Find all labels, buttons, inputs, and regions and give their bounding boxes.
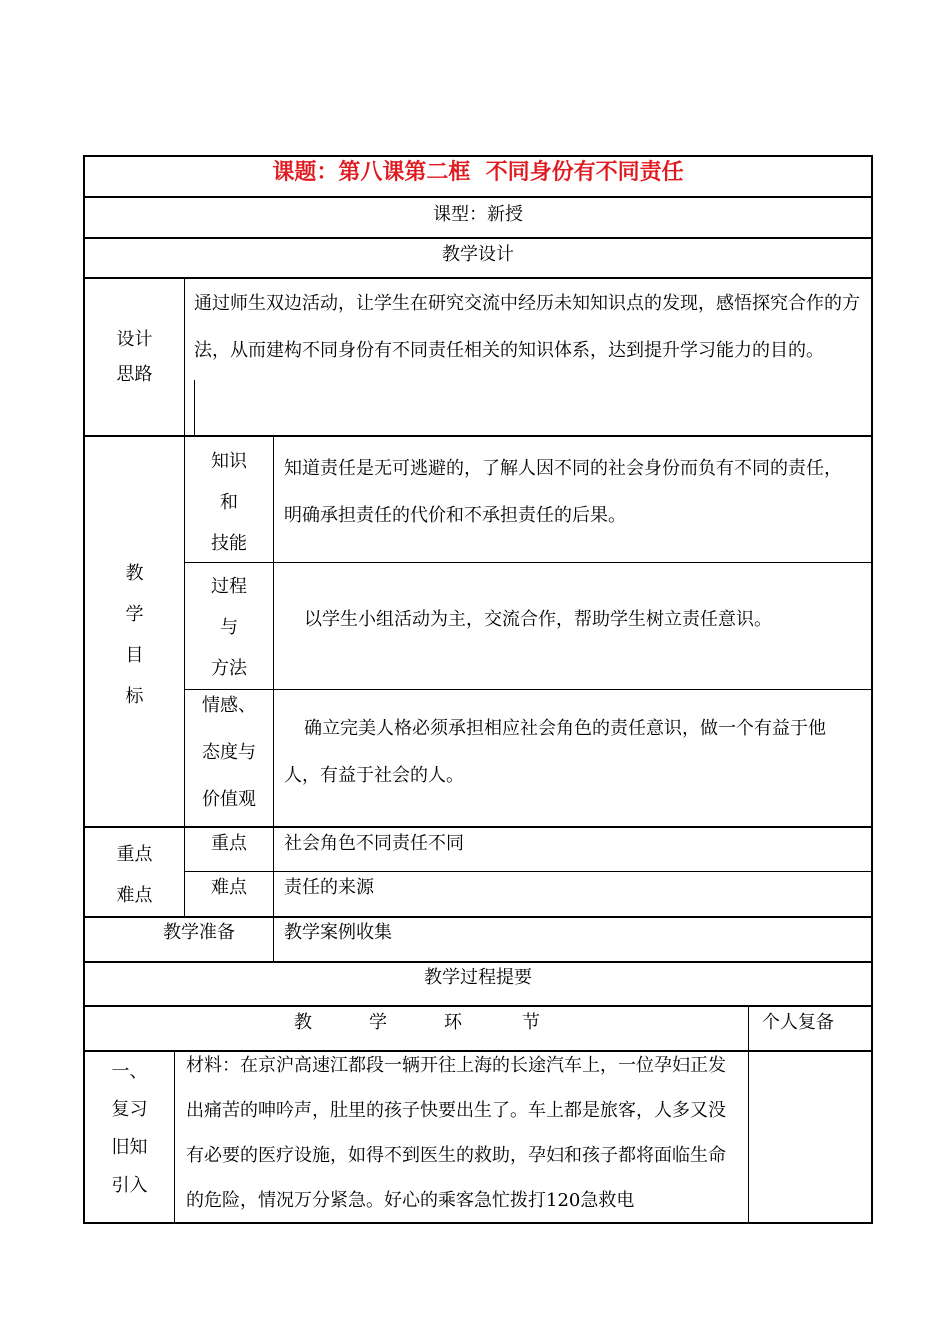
goal-attitude-label: 情感、 态度与 价值观 (202, 695, 256, 810)
goal-process-label: 过程 与 方法 (211, 576, 247, 679)
keypoints-label: 重点 难点 (116, 844, 153, 906)
difficult-point-text: 责任的来源 (284, 877, 374, 898)
key-point-label: 重点 (211, 833, 247, 854)
goal-process-text: 以学生小组活动为主，交流合作，帮助学生树立责任意识。 (304, 609, 772, 630)
key-point-text: 社会角色不同责任不同 (284, 833, 464, 854)
preparation-label: 教学准备 (163, 922, 235, 943)
section-heading-design: 教学设计 (442, 244, 514, 265)
goal-knowledge-label: 知识 和 技能 (211, 451, 247, 554)
page-title: 课题：第八课第二框 不同身份有不同责任 (272, 159, 684, 185)
difficult-point-label: 难点 (211, 877, 247, 898)
step1-text: 材料：在京沪高速江都段一辆开往上海的长途汽车上，一位孕妇正发出痛苦的呻吟声，肚里的孩子快要出生了。车上都是旅客，人多又没有必要的医疗设施，如得不到医生的救助，孕妇和孩子都将面临生命的危险，情况万分紧急。好心的乘客急忙拨打120急救电 (186, 1055, 726, 1211)
step1-label: 一、 复习 旧知 引入 (111, 1061, 148, 1196)
design-text: 通过师生双边活动，让学生在研究交流中经历未知知识点的发现，感悟探究合作的方法，从而建构不同身份有不同责任相关的知识体系，达到提升学习能力的目的。 (194, 293, 860, 361)
goals-label: 教 学 目 标 (125, 563, 144, 707)
lesson-type: 课型：新授 (433, 204, 523, 225)
goal-knowledge-text: 知道责任是无可逃避的，了解人因不同的社会身份而负有不同的责任，明确承担责任的代价和不承担责任的后果。 (284, 458, 842, 526)
process-heading: 教学过程提要 (424, 967, 532, 988)
design-label: 设计 思路 (116, 329, 153, 385)
preparation-text: 教学案例收集 (284, 922, 392, 943)
goal-attitude-text: 确立完美人格必须承担相应社会角色的责任意识，做一个有益于他人，有益于社会的人。 (284, 718, 826, 786)
personal-prep-header: 个人复备 (762, 1012, 834, 1033)
